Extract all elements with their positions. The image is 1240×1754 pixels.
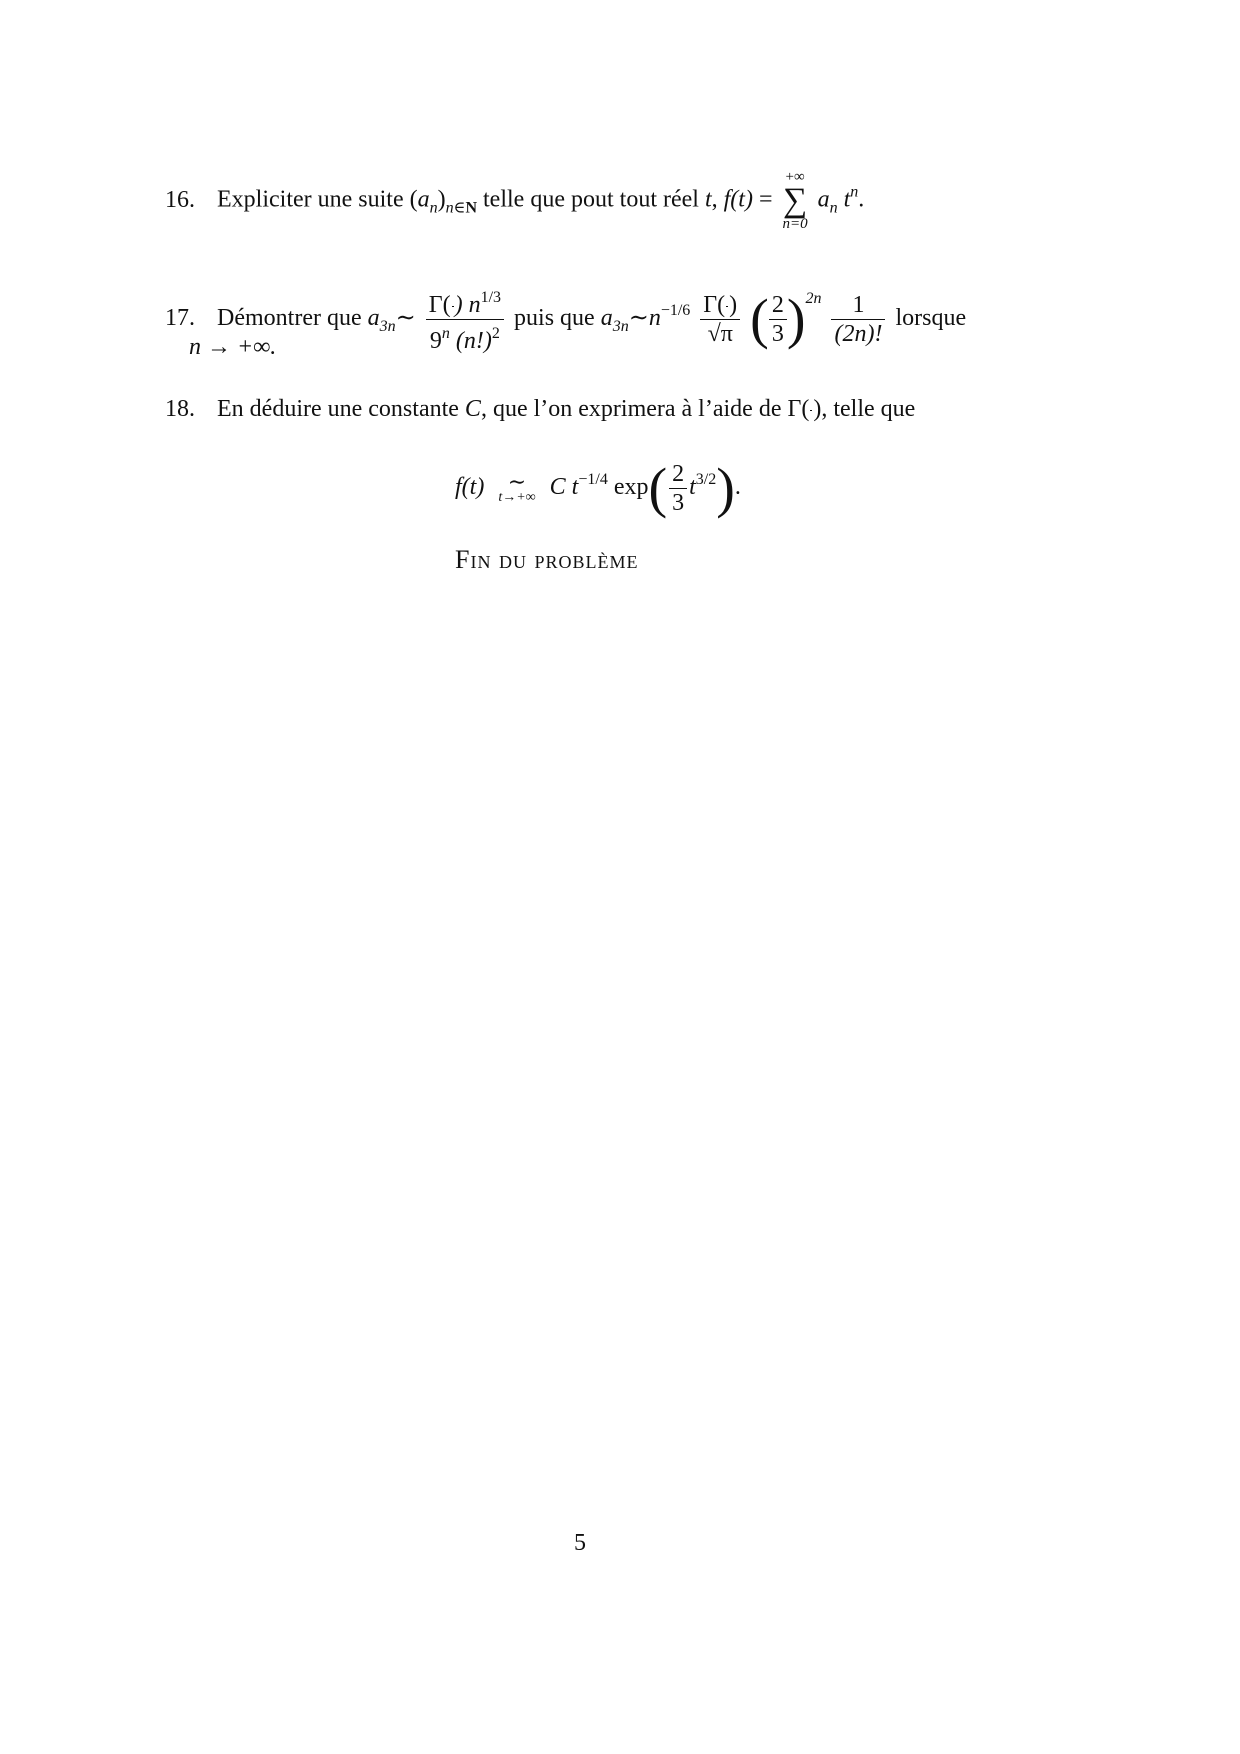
math-func: f(t) — [723, 186, 753, 213]
left-paren: ( — [750, 288, 769, 351]
question-text: En déduire une constante — [217, 396, 459, 422]
end-of-problem-heading: Fin du problème — [455, 545, 639, 574]
fraction-3: $\frac{2}{3}$ — [769, 291, 787, 348]
right-paren: ) — [716, 457, 735, 520]
question-16: 16. Expliciter une suite $(a_n)_{n\in N}$ telle que pout tout réel t, f(t) = +∞ ∑ n=0 $a_n$ $t^n$. — [165, 169, 865, 232]
question-text: Expliciter une suite — [217, 186, 404, 213]
left-paren: ( — [648, 457, 668, 520]
math-var: C — [464, 396, 481, 422]
question-text: telle que pout tout réel — [483, 186, 699, 213]
display-equation: f(t) ∼ t→+∞ C $t^{-1/4}$ exp( $\frac{2}{3}$ $t^{3/2}$). — [455, 457, 741, 520]
question-17-line2: n → +∞. — [189, 334, 277, 360]
page-number: 5 — [574, 1530, 586, 1556]
question-text: lorsque — [895, 305, 967, 331]
fraction-1: Γ( ) $n^{1/3}$ 9$^n$ $(n!)^2$ — [426, 284, 504, 355]
sim-symbol: ∼ — [628, 305, 649, 331]
display-fraction: $\frac{2}{3}$ — [669, 460, 687, 517]
question-17: 17. Démontrer que $a_{3n}\sim$ Γ( ) $n^{1/3}$ 9$^n$ $(n!)^2$ puis que $a_{3n}\sim n^{-1/6}$ Γ( ) √π ( $\frac{2}{3}$ )$^{2n}$ $\frac{1}{(2n)!}$ lorsque — [165, 282, 966, 355]
math-equals: = — [758, 186, 773, 213]
fraction-2: Γ( ) √π — [700, 291, 740, 348]
math-var: t — [704, 186, 712, 213]
math-var: a — [367, 305, 380, 331]
math-var: a — [817, 186, 830, 213]
question-text: Démontrer que — [217, 305, 362, 331]
question-18: 18. En déduire une constante C, que l’on exprimera à l’aide de Γ( ), telle que — [165, 392, 915, 426]
fraction-4: $\frac{1}{(2n)!}$ — [831, 291, 885, 348]
question-number: 16. — [165, 186, 195, 213]
sum-operator: +∞ ∑ n=0 — [782, 169, 808, 232]
math-var: a — [417, 186, 430, 213]
math-var: a — [600, 305, 613, 331]
asymptotic-symbol: ∼ t→+∞ — [498, 468, 536, 505]
question-number: 18. — [165, 396, 195, 422]
question-text: puis que — [514, 305, 595, 331]
math-var: t — [843, 186, 851, 213]
right-paren: ) — [786, 288, 806, 351]
math-sub: n∈N — [445, 199, 478, 217]
math-sub: n — [429, 199, 438, 217]
sim-symbol: ∼ — [395, 305, 416, 331]
question-number: 17. — [165, 305, 195, 331]
